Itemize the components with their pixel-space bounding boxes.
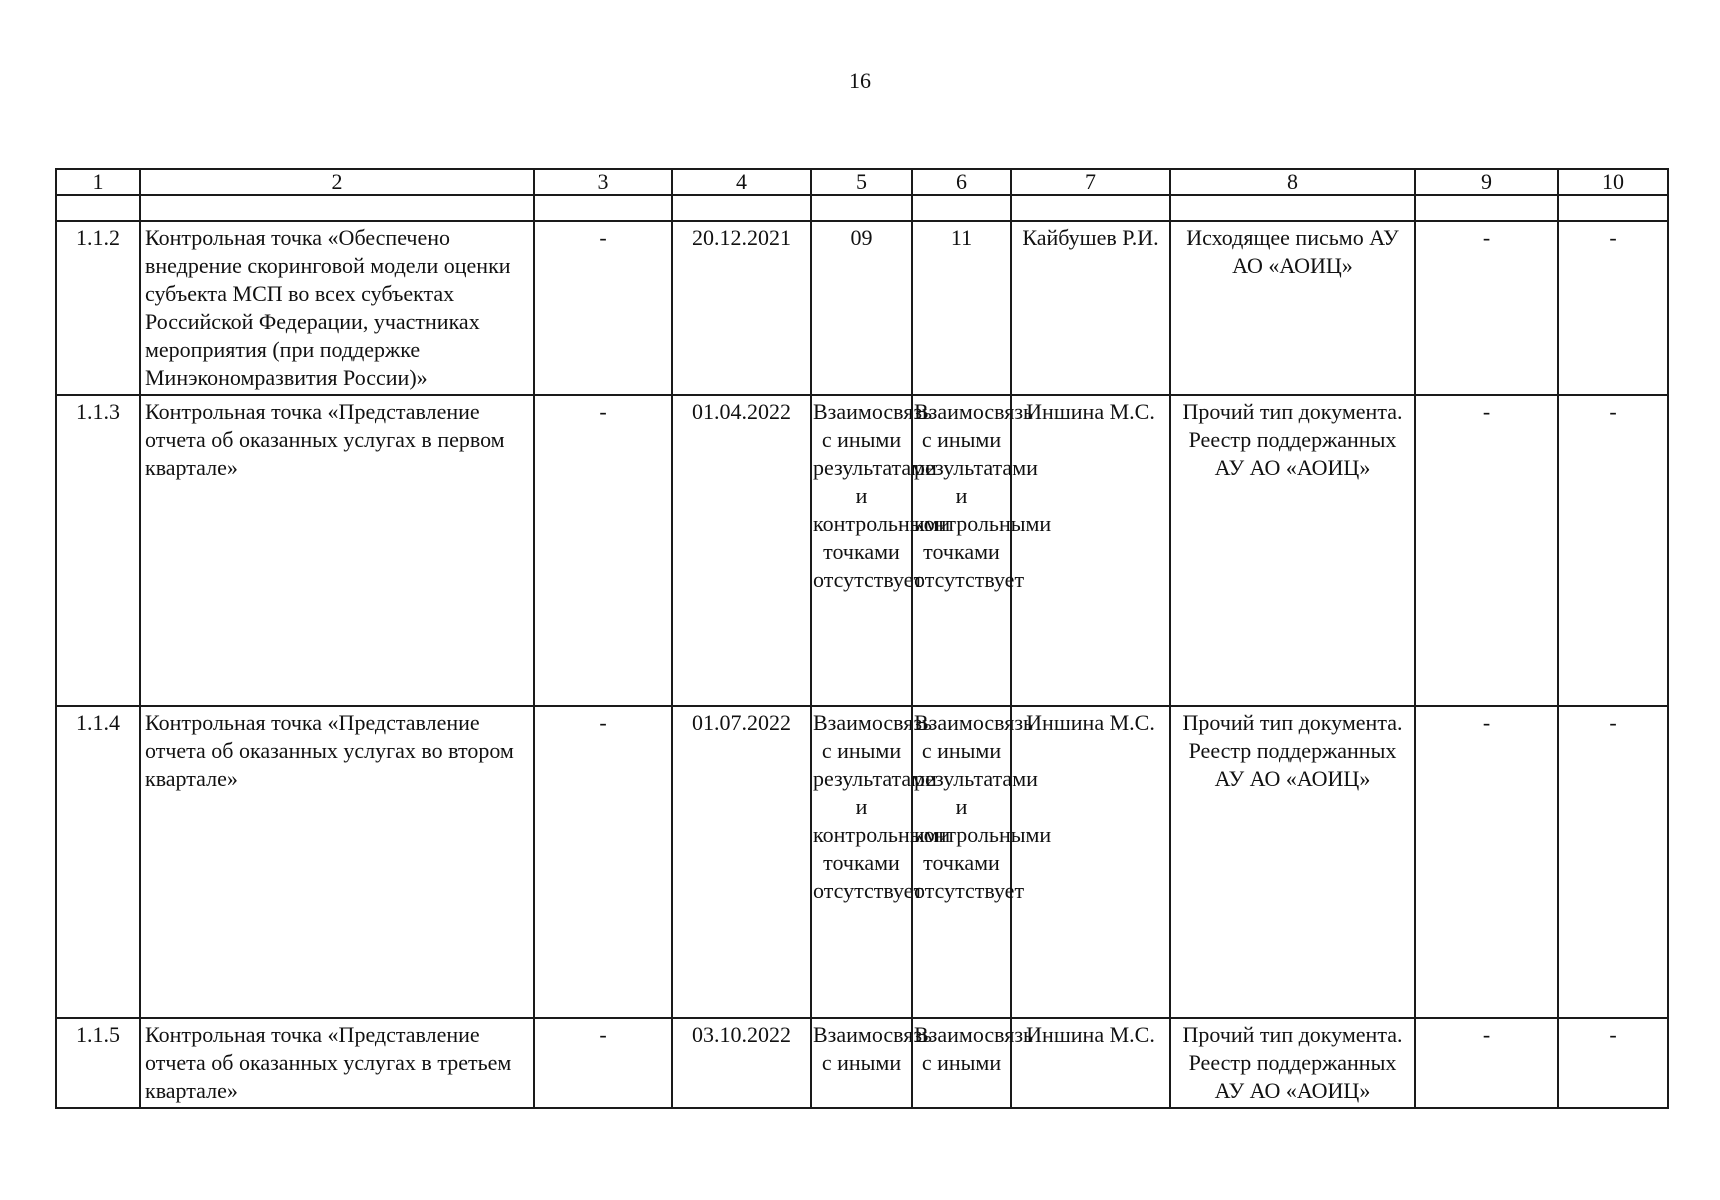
column-header: 2 — [140, 169, 534, 195]
responsible-cell: Иншина М.С. — [1011, 706, 1170, 1018]
column-number-row — [56, 169, 1668, 195]
col9-cell: - — [1415, 395, 1558, 706]
column-header: 1 — [56, 169, 140, 195]
col9-cell: - — [1415, 1018, 1558, 1108]
empty-cell — [1170, 195, 1415, 221]
row-number-cell: 1.1.2 — [56, 221, 140, 395]
col10-cell: - — [1558, 221, 1668, 395]
col5-cell: 09 — [811, 221, 912, 395]
responsible-cell: Кайбушев Р.И. — [1011, 221, 1170, 395]
control-point-name-cell: Контрольная точка «Обеспечено внедрение скоринговой модели оценки субъекта МСП во всех субъектах Российской Федерации, участниках мероприятия (при поддержке Минэкономразвития России)» — [140, 221, 534, 395]
empty-cell — [912, 195, 1011, 221]
document-cell: Прочий тип документа. Реестр поддержанных АУ АО «АОИЦ» — [1170, 706, 1415, 1018]
column-header: 10 — [1558, 169, 1668, 195]
row-number-cell: 1.1.5 — [56, 1018, 140, 1108]
column-header: 4 — [672, 169, 811, 195]
control-point-name-cell: Контрольная точка «Представление отчета об оказанных услугах в третьем квартале» — [140, 1018, 534, 1108]
date-cell: 01.07.2022 — [672, 706, 811, 1018]
date-cell: 20.12.2021 — [672, 221, 811, 395]
col9-cell: - — [1415, 706, 1558, 1018]
empty-cell — [1558, 195, 1668, 221]
table-row — [56, 1018, 1668, 1108]
col10-cell: - — [1558, 706, 1668, 1018]
column-header: 9 — [1415, 169, 1558, 195]
col10-cell: - — [1558, 395, 1668, 706]
empty-cell — [534, 195, 672, 221]
document-cell: Прочий тип документа. Реестр поддержанных АУ АО «АОИЦ» — [1170, 395, 1415, 706]
control-point-name-cell: Контрольная точка «Представление отчета об оказанных услугах в первом квартале» — [140, 395, 534, 706]
col3-cell: - — [534, 395, 672, 706]
table-row — [56, 706, 1668, 1018]
column-header: 6 — [912, 169, 1011, 195]
col6-cell: 11 — [912, 221, 1011, 395]
empty-cell — [140, 195, 534, 221]
row-number-cell: 1.1.3 — [56, 395, 140, 706]
responsible-cell: Иншина М.С. — [1011, 395, 1170, 706]
document-cell: Прочий тип документа. Реестр поддержанных АУ АО «АОИЦ» — [1170, 1018, 1415, 1108]
column-header: 8 — [1170, 169, 1415, 195]
row-number-cell: 1.1.4 — [56, 706, 140, 1018]
empty-cell — [1415, 195, 1558, 221]
col6-cell: Взаимосвязь с иными результатами и контрольными точками отсутствует — [912, 395, 1011, 706]
page-number: 16 — [849, 68, 871, 93]
control-point-name-cell: Контрольная точка «Представление отчета об оказанных услугах во втором квартале» — [140, 706, 534, 1018]
col3-cell: - — [534, 221, 672, 395]
responsible-cell: Иншина М.С. — [1011, 1018, 1170, 1108]
col5-cell: Взаимосвязь с иными — [811, 1018, 912, 1108]
empty-cell — [672, 195, 811, 221]
column-header: 5 — [811, 169, 912, 195]
control-points-table — [55, 168, 1669, 1109]
empty-cell — [56, 195, 140, 221]
col6-cell: Взаимосвязь с иными — [912, 1018, 1011, 1108]
empty-cell — [1011, 195, 1170, 221]
table-row — [56, 395, 1668, 706]
document-cell: Исходящее письмо АУ АО «АОИЦ» — [1170, 221, 1415, 395]
table-row — [56, 221, 1668, 395]
col3-cell: - — [534, 706, 672, 1018]
column-header: 3 — [534, 169, 672, 195]
col6-cell: Взаимосвязь с иными результатами и контрольными точками отсутствует — [912, 706, 1011, 1018]
column-header: 7 — [1011, 169, 1170, 195]
col5-cell: Взаимосвязь с иными результатами и контрольными точками отсутствует — [811, 395, 912, 706]
col5-cell: Взаимосвязь с иными результатами и контрольными точками отсутствует — [811, 706, 912, 1018]
col3-cell: - — [534, 1018, 672, 1108]
empty-row — [56, 195, 1668, 221]
date-cell: 01.04.2022 — [672, 395, 811, 706]
col10-cell: - — [1558, 1018, 1668, 1108]
empty-cell — [811, 195, 912, 221]
date-cell: 03.10.2022 — [672, 1018, 811, 1108]
col9-cell: - — [1415, 221, 1558, 395]
